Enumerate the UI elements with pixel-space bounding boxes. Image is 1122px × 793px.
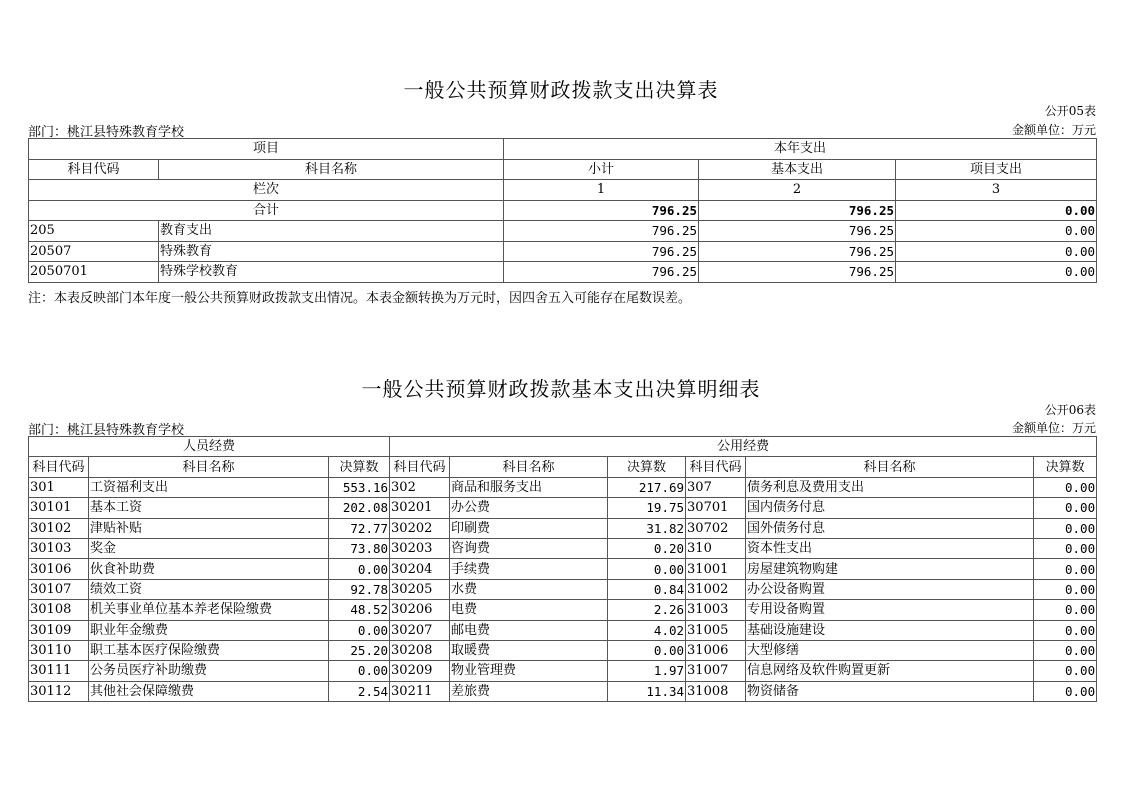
row-amount: 0.00 xyxy=(1034,559,1097,579)
row-project: 0.00 xyxy=(896,221,1097,242)
row-amount: 0.00 xyxy=(1034,538,1097,558)
row-code: 30101 xyxy=(29,498,89,518)
table-row xyxy=(29,600,1097,620)
row-name: 职工基本医疗保险缴费 xyxy=(89,640,329,660)
header-subtotal: 小计 xyxy=(504,159,699,180)
row-name: 债务利息及费用支出 xyxy=(746,477,1034,497)
row-name: 手续费 xyxy=(450,559,608,579)
row-name: 房屋建筑物购建 xyxy=(746,559,1034,579)
header-amount: 决算数 xyxy=(608,457,686,477)
row-name: 工资福利支出 xyxy=(89,477,329,497)
row-amount: 0.00 xyxy=(608,559,686,579)
row-code: 30201 xyxy=(390,498,450,518)
row-code: 205 xyxy=(29,221,159,242)
table1-unit: 金额单位：万元 xyxy=(1011,123,1096,137)
row-name: 物资储备 xyxy=(746,681,1034,701)
row-code: 307 xyxy=(686,477,746,497)
row-code: 30206 xyxy=(390,600,450,620)
row-amount: 0.00 xyxy=(329,661,390,681)
row-name: 电费 xyxy=(450,600,608,620)
row-amount: 72.77 xyxy=(329,518,390,538)
row-amount: 0.00 xyxy=(1034,518,1097,538)
row-amount: 553.16 xyxy=(329,477,390,497)
row-amount: 0.20 xyxy=(608,538,686,558)
row-amount: 0.00 xyxy=(1034,477,1097,497)
row-code: 302 xyxy=(390,477,450,497)
header-project: 项目支出 xyxy=(896,159,1097,180)
table-row xyxy=(29,241,1097,262)
row-amount: 19.75 xyxy=(608,498,686,518)
row-code: 30111 xyxy=(29,661,89,681)
table-row xyxy=(29,518,1097,538)
row-amount: 0.84 xyxy=(608,579,686,599)
header-personnel: 人员经费 xyxy=(29,437,390,457)
row-code: 30106 xyxy=(29,559,89,579)
row-amount: 0.00 xyxy=(608,640,686,660)
row-amount: 92.78 xyxy=(329,579,390,599)
row-amount: 0.00 xyxy=(1034,498,1097,518)
row-name: 绩效工资 xyxy=(89,579,329,599)
row-code: 30702 xyxy=(686,518,746,538)
row-amount: 0.00 xyxy=(1034,579,1097,599)
row-code: 30109 xyxy=(29,620,89,640)
column-number-2: 2 xyxy=(699,180,896,201)
column-number-1: 1 xyxy=(504,180,699,201)
table-row xyxy=(29,579,1097,599)
row-name: 咨询费 xyxy=(450,538,608,558)
row-code: 30112 xyxy=(29,681,89,701)
row-code: 30211 xyxy=(390,681,450,701)
header-basic: 基本支出 xyxy=(699,159,896,180)
row-project: 0.00 xyxy=(896,262,1097,283)
column-number-label: 栏次 xyxy=(29,180,504,201)
row-amount: 48.52 xyxy=(329,600,390,620)
row-amount: 0.00 xyxy=(329,620,390,640)
row-name: 资本性支出 xyxy=(746,538,1034,558)
row-amount: 1.97 xyxy=(608,661,686,681)
header-name: 科目名称 xyxy=(89,457,329,477)
row-code: 30202 xyxy=(390,518,450,538)
table2-title: 一般公共预算财政拨款基本支出决算明细表 xyxy=(361,377,761,401)
row-subtotal: 796.25 xyxy=(504,262,699,283)
row-amount: 31.82 xyxy=(608,518,686,538)
row-code: 2050701 xyxy=(29,262,159,283)
row-code: 30108 xyxy=(29,600,89,620)
total-project: 0.00 xyxy=(896,200,1097,221)
row-name: 机关事业单位基本养老保险缴费 xyxy=(89,600,329,620)
row-amount: 11.34 xyxy=(608,681,686,701)
row-code: 20507 xyxy=(29,241,159,262)
row-code: 301 xyxy=(29,477,89,497)
table-row xyxy=(29,221,1097,242)
row-code: 30701 xyxy=(686,498,746,518)
row-name: 信息网络及软件购置更新 xyxy=(746,661,1034,681)
row-code: 31001 xyxy=(686,559,746,579)
header-year-expense: 本年支出 xyxy=(504,139,1097,160)
table2-unit: 金额单位：万元 xyxy=(1011,421,1096,435)
header-code: 科目代码 xyxy=(29,159,159,180)
row-name: 邮电费 xyxy=(450,620,608,640)
header-code: 科目代码 xyxy=(686,457,746,477)
total-basic: 796.25 xyxy=(699,200,896,221)
row-code: 30203 xyxy=(390,538,450,558)
row-name: 商品和服务支出 xyxy=(450,477,608,497)
row-amount: 4.02 xyxy=(608,620,686,640)
row-amount: 0.00 xyxy=(1034,681,1097,701)
row-name: 国内债务付息 xyxy=(746,498,1034,518)
row-code: 310 xyxy=(686,538,746,558)
row-name: 伙食补助费 xyxy=(89,559,329,579)
row-code: 30102 xyxy=(29,518,89,538)
row-amount: 217.69 xyxy=(608,477,686,497)
header-name: 科目名称 xyxy=(159,159,504,180)
row-name: 其他社会保障缴费 xyxy=(89,681,329,701)
row-code: 31005 xyxy=(686,620,746,640)
table2 xyxy=(28,436,1097,702)
table-row xyxy=(29,498,1097,518)
table1 xyxy=(28,138,1097,283)
row-name: 津贴补贴 xyxy=(89,518,329,538)
header-name: 科目名称 xyxy=(746,457,1034,477)
table2-body xyxy=(29,477,1097,701)
row-basic: 796.25 xyxy=(699,262,896,283)
row-amount: 0.00 xyxy=(1034,620,1097,640)
row-name: 职业年金缴费 xyxy=(89,620,329,640)
total-label: 合计 xyxy=(29,200,504,221)
row-code: 31006 xyxy=(686,640,746,660)
row-amount: 202.08 xyxy=(329,498,390,518)
row-code: 30103 xyxy=(29,538,89,558)
row-code: 31003 xyxy=(686,600,746,620)
row-amount: 2.54 xyxy=(329,681,390,701)
row-subtotal: 796.25 xyxy=(504,241,699,262)
table-row xyxy=(29,477,1097,497)
header-public: 公用经费 xyxy=(390,437,1097,457)
table1-footnote: 注：本表反映部门本年度一般公共预算财政拨款支出情况。本表金额转换为万元时，因四舍五入可能存在尾数误差。 xyxy=(28,291,692,306)
table1-department: 部门：桃江县特殊教育学校 xyxy=(28,125,185,140)
row-name: 办公费 xyxy=(450,498,608,518)
row-code: 31002 xyxy=(686,579,746,599)
row-name: 特殊学校教育 xyxy=(159,262,504,283)
row-code: 30207 xyxy=(390,620,450,640)
row-name: 奖金 xyxy=(89,538,329,558)
row-amount: 25.20 xyxy=(329,640,390,660)
row-name: 印刷费 xyxy=(450,518,608,538)
table-row xyxy=(29,262,1097,283)
row-name: 办公设备购置 xyxy=(746,579,1034,599)
header-name: 科目名称 xyxy=(450,457,608,477)
header-item: 项目 xyxy=(29,139,504,160)
row-code: 30110 xyxy=(29,640,89,660)
row-name: 基础设施建设 xyxy=(746,620,1034,640)
row-code: 31007 xyxy=(686,661,746,681)
row-amount: 0.00 xyxy=(1034,640,1097,660)
row-name: 国外债务付息 xyxy=(746,518,1034,538)
row-amount: 0.00 xyxy=(1034,600,1097,620)
table2-code: 公开06表 xyxy=(1044,403,1096,417)
row-code: 30208 xyxy=(390,640,450,660)
table1-title: 一般公共预算财政拨款支出决算表 xyxy=(403,78,719,102)
table-row xyxy=(29,538,1097,558)
row-name: 大型修缮 xyxy=(746,640,1034,660)
row-code: 30107 xyxy=(29,579,89,599)
row-amount: 0.00 xyxy=(329,559,390,579)
row-amount: 73.80 xyxy=(329,538,390,558)
row-basic: 796.25 xyxy=(699,241,896,262)
table2-department: 部门：桃江县特殊教育学校 xyxy=(28,423,185,438)
row-code: 30205 xyxy=(390,579,450,599)
row-name: 教育支出 xyxy=(159,221,504,242)
table1-code: 公开05表 xyxy=(1044,104,1096,118)
total-subtotal: 796.25 xyxy=(504,200,699,221)
header-amount: 决算数 xyxy=(329,457,390,477)
table-row xyxy=(29,620,1097,640)
row-code: 31008 xyxy=(686,681,746,701)
header-amount: 决算数 xyxy=(1034,457,1097,477)
row-name: 特殊教育 xyxy=(159,241,504,262)
row-name: 物业管理费 xyxy=(450,661,608,681)
row-amount: 0.00 xyxy=(1034,661,1097,681)
table-row xyxy=(29,661,1097,681)
table-row xyxy=(29,640,1097,660)
row-basic: 796.25 xyxy=(699,221,896,242)
row-subtotal: 796.25 xyxy=(504,221,699,242)
row-name: 公务员医疗补助缴费 xyxy=(89,661,329,681)
header-code: 科目代码 xyxy=(29,457,89,477)
table-row xyxy=(29,681,1097,701)
row-name: 水费 xyxy=(450,579,608,599)
row-name: 专用设备购置 xyxy=(746,600,1034,620)
row-project: 0.00 xyxy=(896,241,1097,262)
row-name: 基本工资 xyxy=(89,498,329,518)
row-code: 30209 xyxy=(390,661,450,681)
row-name: 差旅费 xyxy=(450,681,608,701)
column-number-3: 3 xyxy=(896,180,1097,201)
row-name: 取暖费 xyxy=(450,640,608,660)
header-code: 科目代码 xyxy=(390,457,450,477)
row-code: 30204 xyxy=(390,559,450,579)
row-amount: 2.26 xyxy=(608,600,686,620)
table-row xyxy=(29,559,1097,579)
